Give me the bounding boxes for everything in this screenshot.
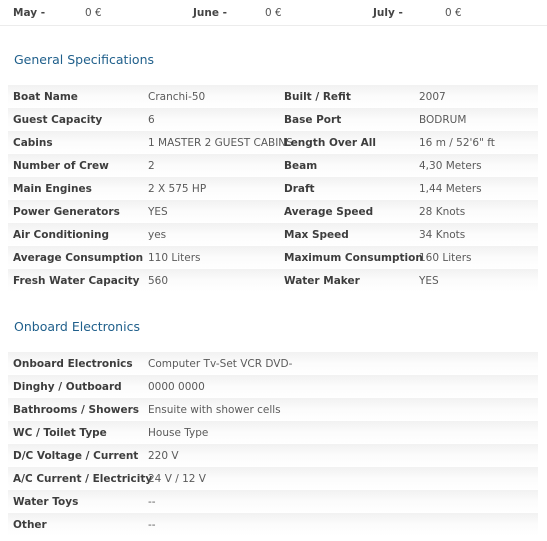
electronics-label: WC / Toilet Type [13, 427, 107, 439]
spec-label: Number of Crew [13, 160, 109, 172]
spec-label: Length Over All [284, 137, 377, 149]
price-month-july: July - [373, 7, 403, 19]
electronics-label: D/C Voltage / Current [13, 450, 139, 462]
spec-value: Cranchi-50 [148, 91, 206, 103]
electronics-value: 0000 0000 [148, 381, 205, 393]
electronics-row [8, 398, 538, 421]
spec-row [8, 85, 538, 108]
electronics-row [8, 375, 538, 398]
spec-value: 2 X 575 HP [148, 183, 207, 195]
spec-value: 34 Knots [419, 229, 466, 241]
electronics-value: 220 V [148, 450, 179, 462]
spec-value: YES [148, 206, 168, 218]
electronics-row [8, 444, 538, 467]
electronics-label: Bathrooms / Showers [13, 404, 140, 416]
spec-label: Guest Capacity [13, 114, 103, 126]
price-month-may: May - [13, 7, 46, 19]
spec-value: 110 Liters [148, 252, 201, 264]
spec-label: Water Maker [284, 275, 360, 287]
spec-label: Base Port [284, 114, 342, 126]
spec-row [8, 200, 538, 223]
electronics-value: Computer Tv-Set VCR DVD- [148, 358, 293, 370]
spec-value: yes [148, 229, 167, 241]
spec-label: Maximum Consumption [284, 252, 423, 264]
spec-row [8, 269, 538, 292]
spec-label: Fresh Water Capacity [13, 275, 140, 287]
spec-row [8, 223, 538, 246]
spec-value: 560 [148, 275, 169, 287]
spec-label: Cabins [13, 137, 53, 149]
general-specifications-heading: General Specifications [14, 52, 155, 67]
electronics-row [8, 513, 538, 536]
spec-value: 1 MASTER 2 GUEST CABINS [148, 137, 293, 149]
spec-label: Average Consumption [13, 252, 144, 264]
spec-label: Built / Refit [284, 91, 351, 103]
price-month-june: June - [193, 7, 227, 19]
spec-label: Draft [284, 183, 315, 195]
electronics-value: -- [148, 496, 156, 508]
electronics-row [8, 421, 538, 444]
spec-value: 1,44 Meters [419, 183, 482, 195]
spec-row [8, 177, 538, 200]
price-value-july: 0 € [445, 7, 462, 19]
onboard-electronics-heading: Onboard Electronics [14, 319, 140, 334]
spec-value: BODRUM [419, 114, 467, 126]
spec-value: 160 Liters [419, 252, 472, 264]
spec-label: Air Conditioning [13, 229, 109, 241]
electronics-label: Other [13, 519, 47, 531]
electronics-value: 24 V / 12 V [148, 473, 206, 485]
electronics-row [8, 467, 538, 490]
spec-value: 6 [148, 114, 155, 126]
price-value-may: 0 € [85, 7, 102, 19]
spec-label: Boat Name [13, 91, 78, 103]
spec-row [8, 108, 538, 131]
electronics-label: Water Toys [13, 496, 79, 508]
spec-value: YES [419, 275, 439, 287]
spec-row [8, 154, 538, 177]
spec-row [8, 131, 538, 154]
spec-label: Power Generators [13, 206, 120, 218]
spec-value: 16 m / 52'6" ft [419, 137, 495, 149]
spec-label: Main Engines [13, 183, 92, 195]
electronics-value: House Type [148, 427, 209, 439]
spec-label: Average Speed [284, 206, 374, 218]
electronics-label: A/C Current / Electricity [13, 473, 153, 485]
spec-value: 28 Knots [419, 206, 466, 218]
spec-value: 2007 [419, 91, 446, 103]
seasonal-price-row [0, 0, 547, 26]
electronics-row [8, 352, 538, 375]
spec-label: Max Speed [284, 229, 349, 241]
price-value-june: 0 € [265, 7, 282, 19]
spec-row [8, 246, 538, 269]
electronics-value: -- [148, 519, 156, 531]
spec-value: 4,30 Meters [419, 160, 482, 172]
spec-value: 2 [148, 160, 155, 172]
electronics-value: Ensuite with shower cells [148, 404, 281, 416]
price-row-divider [0, 25, 547, 26]
electronics-label: Onboard Electronics [13, 358, 133, 370]
electronics-label: Dinghy / Outboard [13, 381, 122, 393]
electronics-row [8, 490, 538, 513]
spec-label: Beam [284, 160, 318, 172]
